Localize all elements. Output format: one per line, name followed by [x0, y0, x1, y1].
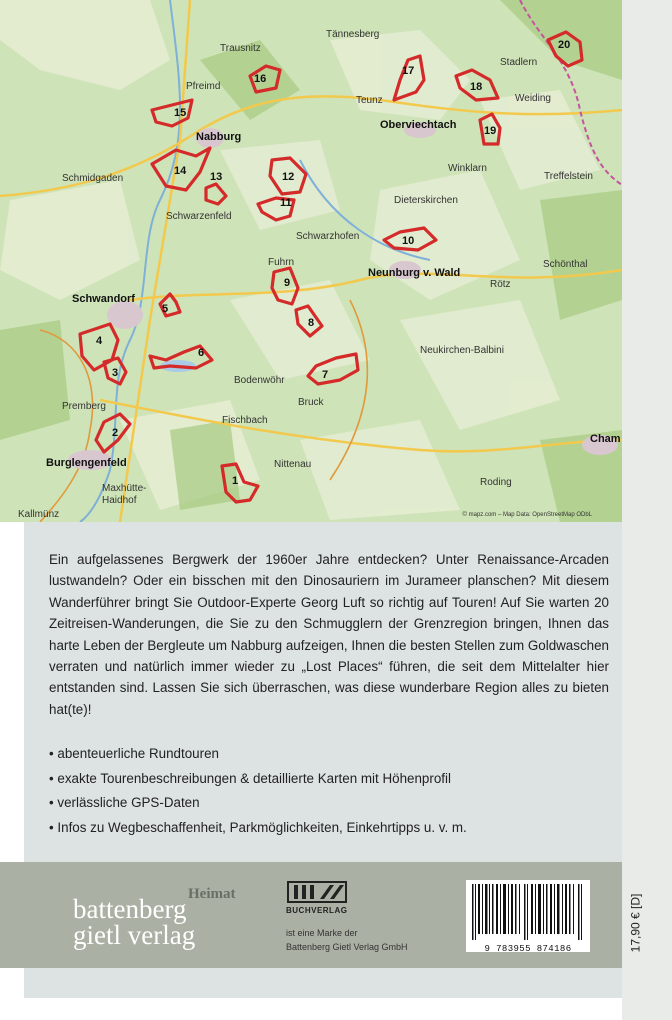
place-pfreimd: Pfreimd	[186, 81, 221, 92]
tour-label-12: 12	[282, 171, 295, 183]
place-haidhof: Haidhof	[102, 495, 137, 506]
feature-item: • verlässliche GPS-Daten	[49, 795, 200, 810]
publisher-logo-line2: gietl verlag	[73, 920, 196, 950]
place-neukirchen-balbini: Neukirchen-Balbini	[420, 345, 504, 356]
place-nabburg: Nabburg	[196, 131, 242, 143]
tour-label-8: 8	[308, 317, 315, 329]
tour-label-15: 15	[174, 107, 187, 119]
tour-label-5: 5	[162, 303, 169, 315]
imprint-note-line1: ist eine Marke der	[286, 928, 358, 938]
tour-label-10: 10	[402, 235, 415, 247]
place-nittenau: Nittenau	[274, 459, 312, 470]
tour-label-19: 19	[484, 125, 497, 137]
map-attribution: © mapz.com – Map Data: OpenStreetMap ODbL	[462, 512, 592, 518]
tour-label-17: 17	[402, 65, 415, 77]
place-schwandorf: Schwandorf	[72, 293, 135, 305]
publisher-heimat-label: Heimat	[188, 886, 236, 902]
place-fuhrn: Fuhrn	[268, 257, 295, 268]
tour-label-16: 16	[254, 73, 267, 85]
place-weiding: Weiding	[515, 93, 551, 104]
feature-item: • exakte Tourenbeschreibungen & detaillierte Karten mit Höhenprofil	[49, 770, 451, 786]
price-label: 17,90 € [D]	[628, 893, 643, 953]
tour-label-6: 6	[198, 347, 205, 359]
place-bruck: Bruck	[298, 397, 324, 408]
tour-label-20: 20	[558, 39, 571, 51]
feature-item: • Infos zu Wegbeschaffenheit, Parkmöglichkeiten, Einkehrtipps u. v. m.	[49, 819, 467, 835]
tour-label-3: 3	[112, 367, 119, 379]
place-roding: Roding	[480, 477, 512, 488]
map-graphic	[0, 0, 622, 522]
place-teunz: Teunz	[356, 95, 383, 106]
imprint-note-line2: Battenberg Gietl Verlag GmbH	[286, 942, 408, 952]
place-trausnitz: Trausnitz	[220, 43, 261, 54]
place-oberviechtach: Oberviechtach	[380, 119, 457, 131]
place-winklarn: Winklarn	[448, 163, 487, 174]
place-kallmuenz: Kallmünz	[18, 509, 60, 520]
place-schmidgaden: Schmidgaden	[62, 173, 124, 184]
tour-label-1: 1	[232, 475, 239, 487]
tour-overview-map	[0, 0, 622, 522]
tour-label-13: 13	[210, 171, 223, 183]
barcode-bars	[466, 880, 590, 942]
imprint-label: BUCHVERLAG	[286, 906, 348, 915]
place-fischbach: Fischbach	[222, 415, 268, 426]
place-dieterskirchen: Dieterskirchen	[394, 195, 458, 206]
tour-label-7: 7	[322, 369, 329, 381]
place-premberg: Premberg	[62, 401, 106, 412]
place-schwarzenfeld: Schwarzenfeld	[166, 211, 232, 222]
isbn-barcode	[466, 880, 590, 952]
tour-label-4: 4	[96, 335, 103, 347]
tour-label-14: 14	[174, 165, 187, 177]
place-bodenwoehr: Bodenwöhr	[234, 375, 285, 386]
place-burglengenfeld: Burglengenfeld	[46, 457, 127, 469]
place-schwarzhofen: Schwarzhofen	[296, 231, 360, 242]
feature-list	[49, 742, 467, 840]
place-neunburg: Neunburg v. Wald	[368, 267, 461, 279]
tour-label-18: 18	[470, 81, 483, 93]
place-stadlern: Stadlern	[500, 57, 538, 68]
place-schoenthal: Schönthal	[543, 259, 588, 270]
place-maxhuette: Maxhütte-	[102, 483, 147, 494]
cover-edge-strip	[622, 0, 672, 1020]
place-treffelstein: Treffelstein	[544, 171, 593, 182]
tour-label-2: 2	[112, 427, 119, 439]
tour-label-9: 9	[284, 277, 291, 289]
place-cham: Cham	[590, 433, 621, 445]
book-description: Ein aufgelassenes Bergwerk der 1960er Jahre entdecken? Unter Renaissance-Arcaden lustwandeln? Oder ein bisschen mit den Dinosauriern im Jurameer planschen? Mit diesem Wanderführer bringt Sie Outdoor-Experte Georg Luft so richtig auf Touren! Auf Sie warten 20 Zeitreisen-Wanderungen, die Sie zu den Schmugglern der Grenzregion bringen, Ihnen das harte Leben der Bergleute um Nabburg aufzeigen, Ihnen die besten Stellen zum Goldwaschen verraten und natürlich immer wieder zu „Lost Places“ führen, die seit dem Mittelalter hier entstanden sind. Lassen Sie sich überraschen, was diese wunderbare Region alles zu bieten hat(te)!	[49, 552, 609, 717]
bottom-panel	[24, 968, 622, 998]
tour-label-11: 11	[280, 197, 292, 209]
feature-item: • abenteuerliche Rundtouren	[49, 746, 219, 761]
place-taennesberg: Tännesberg	[326, 29, 380, 40]
isbn-digits: 9 783955 874186	[484, 944, 572, 954]
place-roetz: Rötz	[490, 279, 511, 290]
publisher-logo-line1: battenberg	[73, 894, 187, 924]
